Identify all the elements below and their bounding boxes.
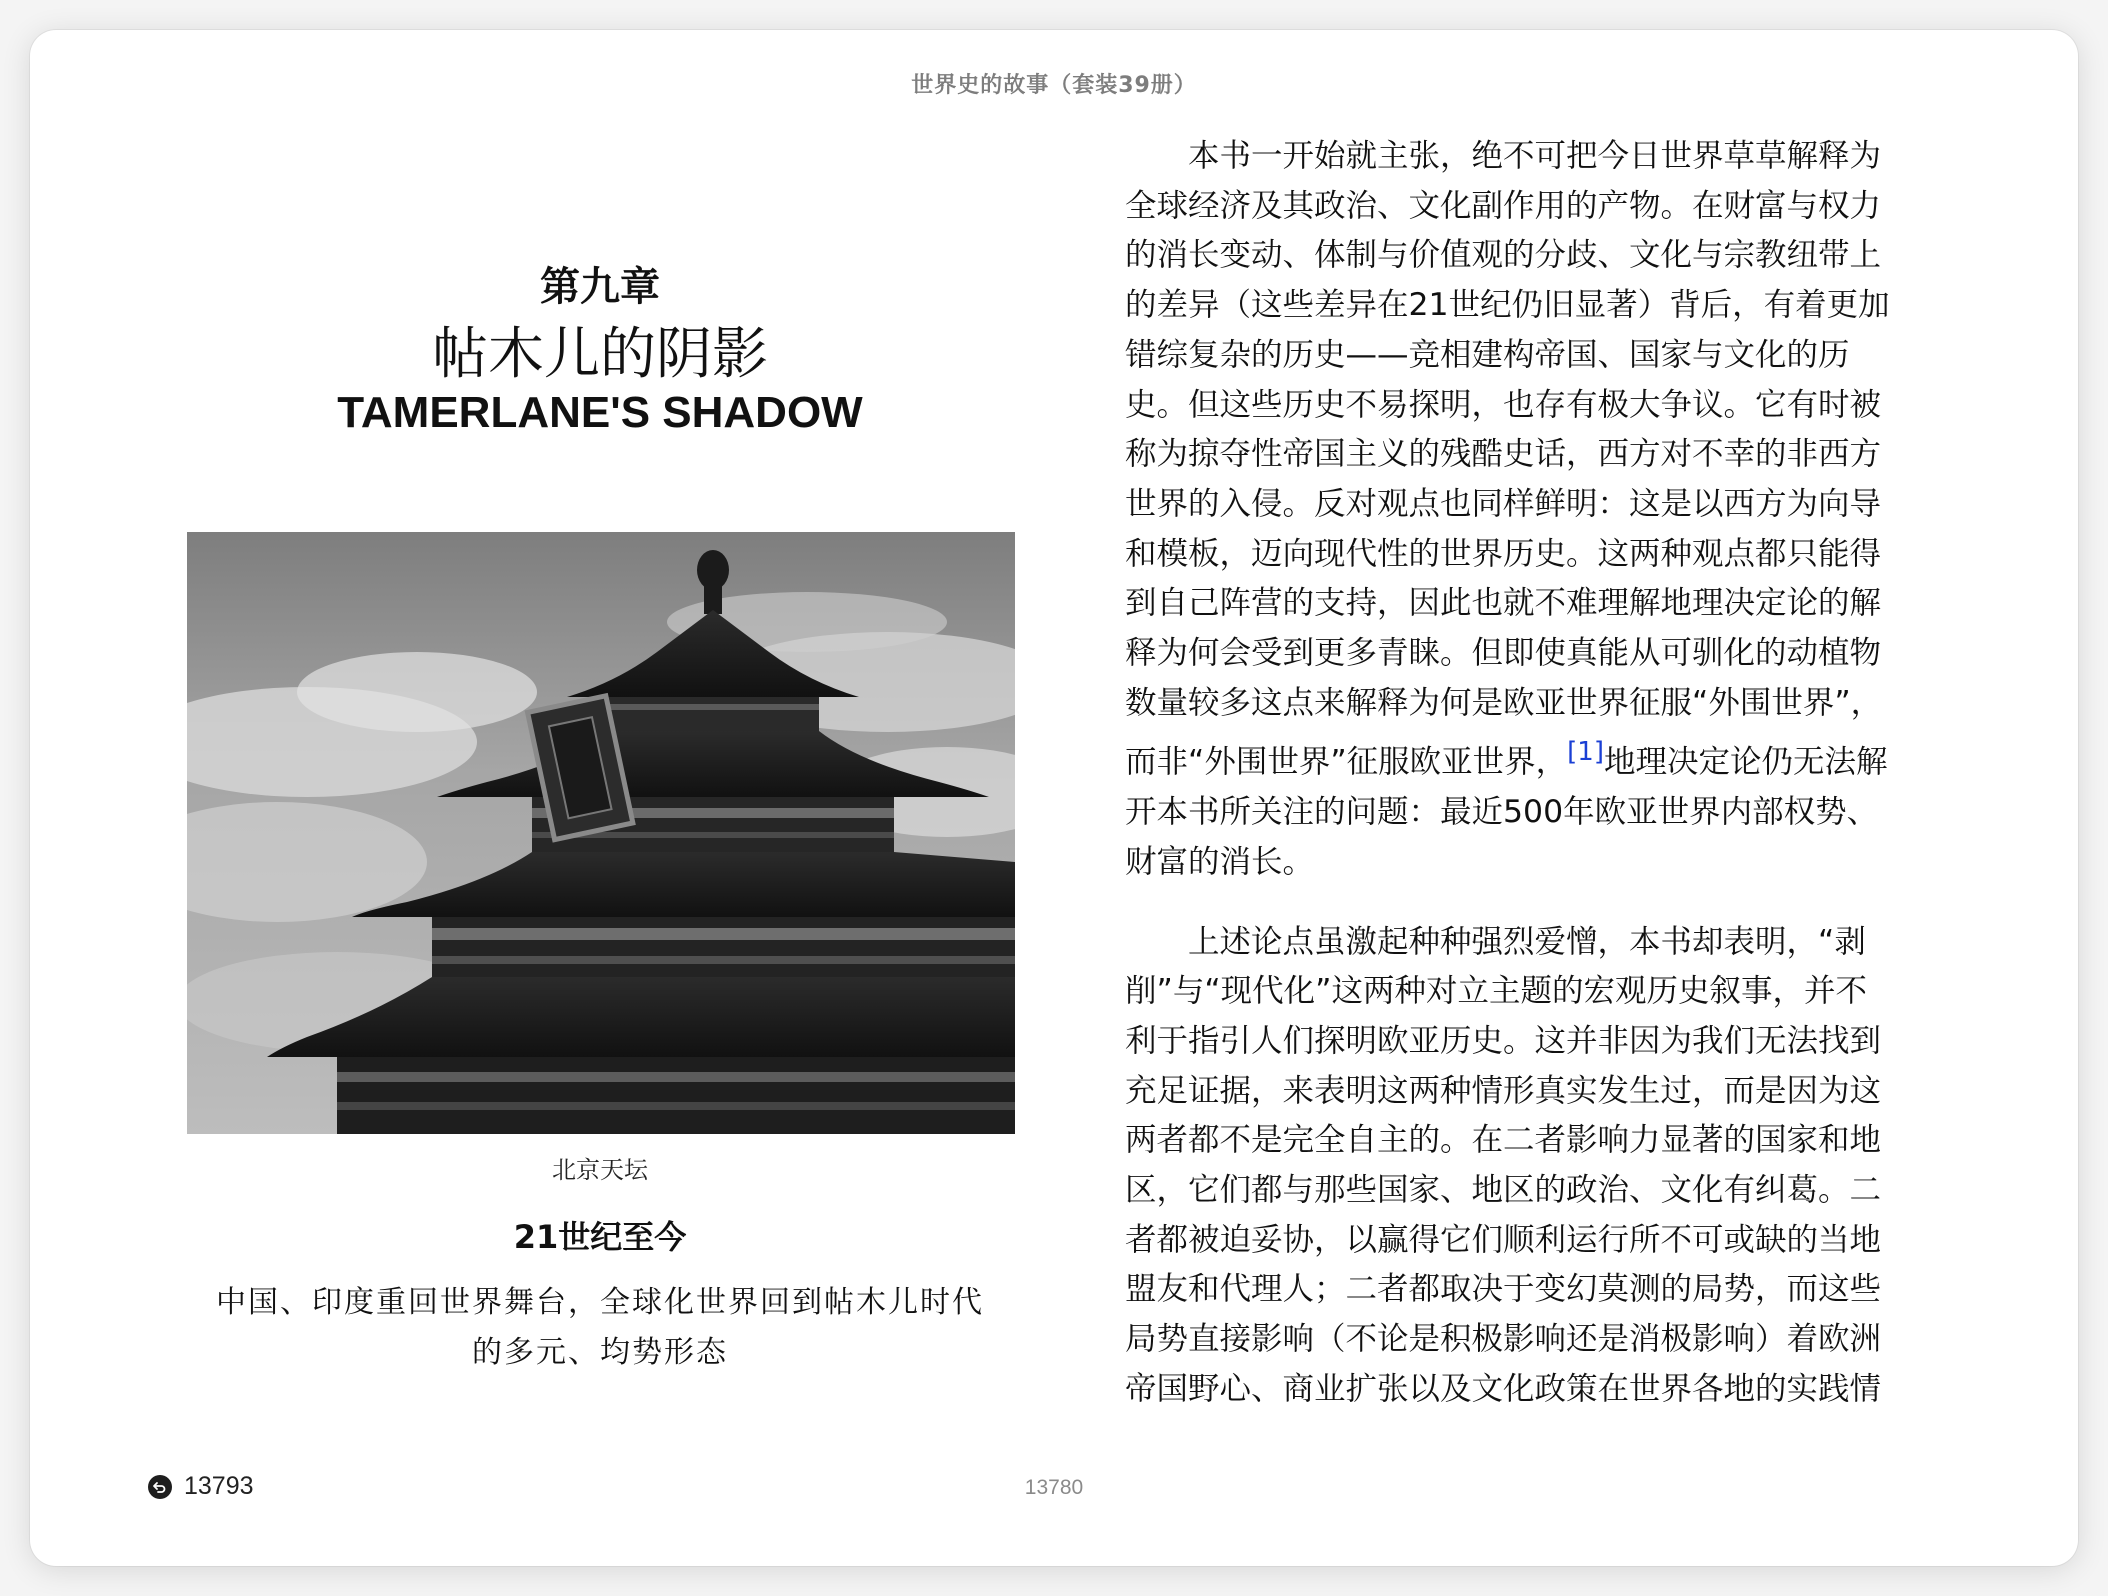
text-line: 帝国野心、商业扩张以及文化政策在世界各地的实践情 <box>1125 1370 1882 1407</box>
text-line: 充足证据，来表明这两种情形真实发生过，而是因为这 <box>1125 1072 1882 1109</box>
text-line: 的消长变动、体制与价值观的分歧、文化与宗教纽带上 <box>1125 237 1882 274</box>
text-line: 到自己阵营的支持，因此也就不难理解地理决定论的解 <box>1125 585 1882 622</box>
footnote-link[interactable]: [1] <box>1567 737 1604 768</box>
text-line: 局势直接影响（不论是积极影响还是消极影响）着欧洲 <box>1125 1321 1882 1358</box>
text-line: 财富的消长。 <box>1125 843 1315 880</box>
chapter-title-en: TAMERLANE'S SHADOW <box>337 388 863 437</box>
image-caption: 北京天坛 <box>552 1156 648 1184</box>
text-line: 的差异（这些差异在21世纪仍旧显著）背后，有着更加 <box>1125 287 1890 324</box>
paragraph-2 <box>1125 918 1955 1415</box>
text-line: 区，它们都与那些国家、地区的政治、文化有纠葛。二 <box>1125 1172 1882 1209</box>
text-line: 开本书所关注的问题：最近500年欧亚世界内部权势、 <box>1125 794 1879 831</box>
text-line: 释为何会受到更多青睐。但即使真能从可驯化的动植物 <box>1125 635 1882 672</box>
reader-window <box>30 30 2078 1566</box>
text-line: 两者都不是完全自主的。在二者影响力显著的国家和地 <box>1125 1122 1882 1159</box>
text-line: 本书一开始就主张，绝不可把今日世界草草解释为 <box>1188 138 1882 174</box>
text-line: 数量较多这点来解释为何是欧亚世界征服“外围世界”， <box>1125 684 1883 721</box>
left-page <box>130 110 1070 1450</box>
text-line: 上述论点虽激起种种强烈爱憎，本书却表明，“剥 <box>1188 923 1866 960</box>
text-line: 削”与“现代化”这两种对立主题的宏观历史叙事，并不 <box>1125 973 1867 1010</box>
text-line: 者都被迫妥协，以赢得它们顺利运行所不可或缺的当地 <box>1125 1221 1882 1258</box>
era-heading: 21世纪至今 <box>513 1218 687 1256</box>
text-line: 称为掠夺性帝国主义的残酷史话，西方对不幸的非西方 <box>1125 436 1882 473</box>
book-title: 世界史的故事（套装39册） <box>911 73 1197 98</box>
subtitle-line: 的多元、均势形态 <box>472 1335 728 1370</box>
back-location-number: 13793 <box>184 1472 254 1500</box>
text-line: 史。但这些历史不易探明，也存有极大争议。它有时被 <box>1125 386 1882 423</box>
chapter-number: 第九章 <box>540 264 660 310</box>
current-location: 13780 <box>1024 1476 1084 1499</box>
right-page <box>1125 132 1955 1445</box>
text-segment: 地理决定论仍无法解 <box>1603 744 1888 781</box>
temple-of-heaven-photo[interactable] <box>187 532 1015 1134</box>
text-line: 利于指引人们探明欧亚历史。这并非因为我们无法找到 <box>1125 1022 1882 1059</box>
text-line: 全球经济及其政治、文化副作用的产物。在财富与权力 <box>1125 187 1882 224</box>
chapter-subtitle <box>130 1278 1070 1378</box>
text-line-with-footnote <box>1125 728 1955 788</box>
text-segment: 而非“外围世界”征服欧亚世界， <box>1125 744 1568 781</box>
text-line: 世界的入侵。反对观点也同样鲜明：这是以西方为向导 <box>1125 485 1882 522</box>
text-line: 和模板，迈向现代性的世界历史。这两种观点都只能得 <box>1125 535 1882 572</box>
chapter-title-zh: 帖木儿的阴影 <box>432 322 768 387</box>
paragraph-1 <box>1125 132 1955 888</box>
subtitle-line: 中国、印度重回世界舞台，全球化世界回到帖木儿时代 <box>216 1285 984 1320</box>
text-line: 盟友和代理人；二者都取决于变幻莫测的局势，而这些 <box>1125 1271 1882 1308</box>
text-line: 错综复杂的历史——竞相建构帝国、国家与文化的历 <box>1125 336 1850 373</box>
